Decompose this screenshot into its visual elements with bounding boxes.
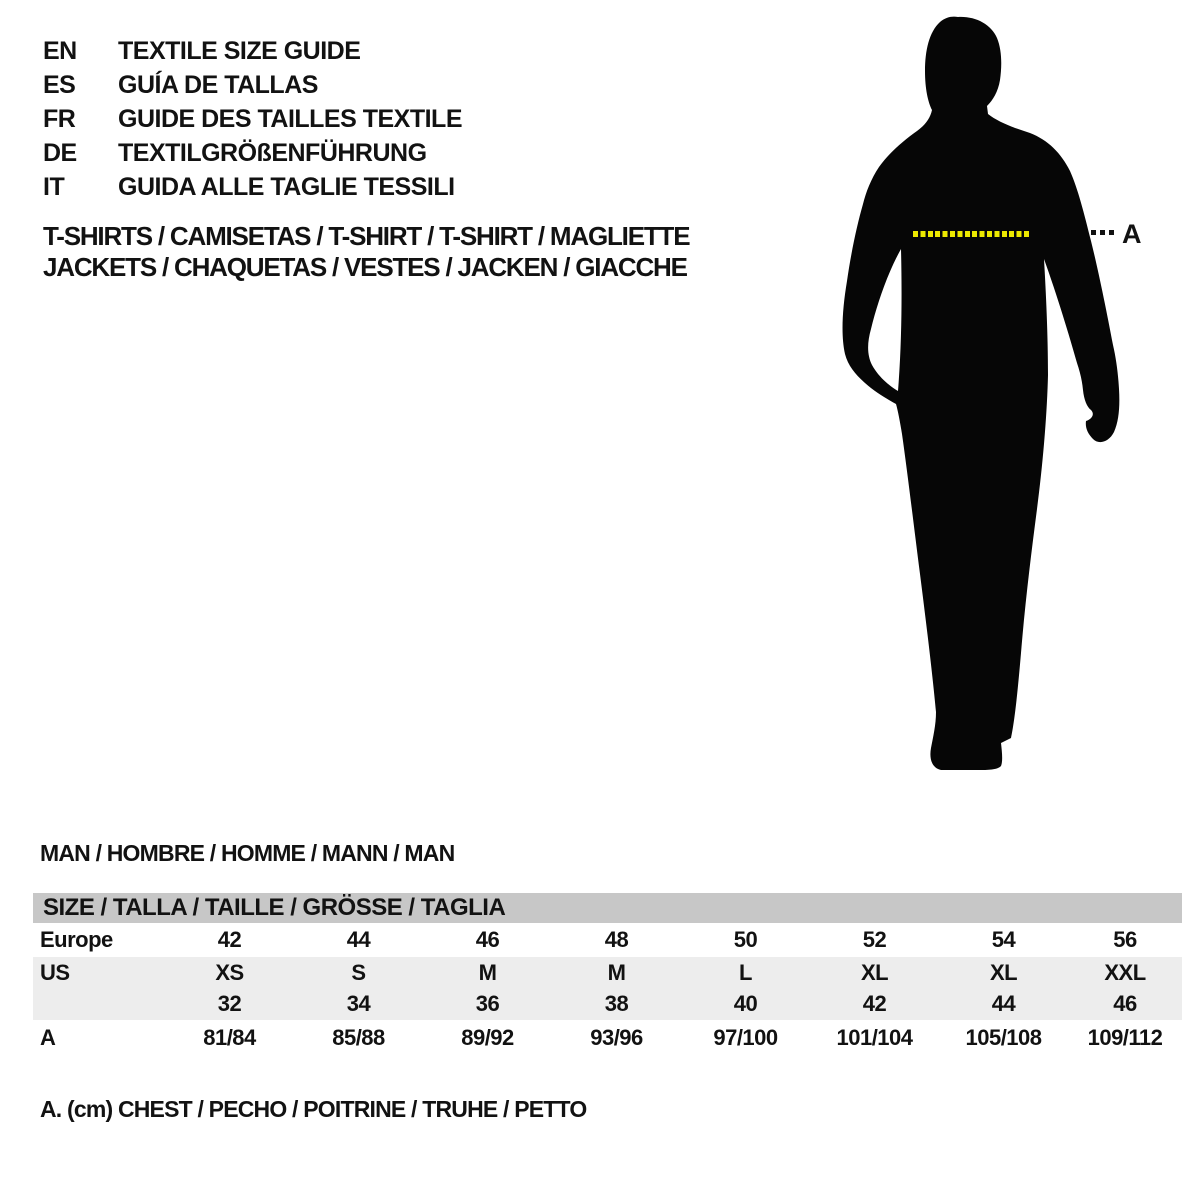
- size-cell: 48: [604, 927, 629, 952]
- table-row-chest-cm: [33, 1020, 1182, 1056]
- size-cell: 50: [733, 927, 758, 952]
- table-row-europe: [33, 923, 1182, 957]
- size-cell: 42: [862, 991, 887, 1016]
- measure-label-a: A: [1122, 219, 1141, 249]
- size-cell: 32: [217, 991, 242, 1016]
- language-title: TEXTILGRÖßENFÜHRUNG: [118, 139, 427, 167]
- language-title: GUIDE DES TAILLES TEXTILE: [118, 105, 463, 133]
- size-cell: 34: [346, 991, 371, 1016]
- size-cell: 97/100: [713, 1025, 778, 1050]
- size-table: [33, 893, 1182, 1056]
- language-title: GUÍA DE TALLAS: [118, 71, 318, 99]
- language-code: ES: [43, 71, 76, 99]
- section-title: MAN / HOMBRE / HOMME / MANN / MAN: [40, 840, 455, 866]
- size-cell: 42: [217, 927, 242, 952]
- language-title: GUIDA ALLE TAGLIE TESSILI: [118, 173, 455, 201]
- chest-measure-dotted-line: [913, 231, 1031, 237]
- language-title: TEXTILE SIZE GUIDE: [118, 37, 361, 65]
- size-cell: 46: [1113, 991, 1137, 1016]
- size-cell: 105/108: [965, 1025, 1042, 1050]
- row-label: Europe: [40, 927, 113, 952]
- size-cell: XS: [215, 959, 244, 985]
- size-cell: M: [478, 959, 497, 985]
- size-cell: 44: [346, 927, 371, 952]
- row-label: A: [40, 1025, 56, 1050]
- measurement-note: A. (cm) CHEST / PECHO / POITRINE / TRUHE / PETTO: [40, 1096, 587, 1122]
- size-cell: 36: [475, 991, 500, 1016]
- man-silhouette-path: [843, 17, 1120, 770]
- table-row-numeric: [33, 988, 1182, 1020]
- category-line-tshirts: T-SHIRTS / CAMISETAS / T-SHIRT / T-SHIRT / MAGLIETTE: [43, 221, 690, 251]
- size-cell: 109/112: [1087, 1025, 1163, 1050]
- size-cell: XL: [860, 959, 889, 985]
- size-cell: 89/92: [461, 1025, 514, 1050]
- size-cell: 101/104: [836, 1025, 913, 1050]
- size-cell: XXL: [1104, 959, 1146, 985]
- size-cell: 46: [475, 927, 500, 952]
- table-row-us: [33, 957, 1182, 988]
- language-code: DE: [43, 139, 77, 167]
- measure-callout-dashes: [1091, 230, 1118, 235]
- category-line-jackets: JACKETS / CHAQUETAS / VESTES / JACKEN / GIACCHE: [43, 252, 687, 282]
- size-cell: 38: [604, 991, 629, 1016]
- size-cell: 56: [1113, 927, 1137, 952]
- size-cell: 93/96: [590, 1025, 643, 1050]
- language-code: EN: [43, 37, 77, 65]
- size-cell: 52: [862, 927, 887, 952]
- size-cell: 40: [733, 991, 758, 1016]
- size-cell: XL: [989, 959, 1018, 985]
- row-label: US: [40, 959, 70, 985]
- language-code: IT: [43, 173, 65, 201]
- size-table-header: SIZE / TALLA / TAILLE / GRÖSSE / TAGLIA: [33, 893, 1182, 923]
- size-cell: S: [351, 959, 366, 985]
- size-cell: L: [739, 959, 752, 985]
- size-cell: 44: [991, 991, 1016, 1016]
- language-code: FR: [43, 105, 76, 133]
- size-cell: 54: [991, 927, 1016, 952]
- size-cell: 85/88: [332, 1025, 385, 1050]
- size-cell: M: [607, 959, 626, 985]
- size-cell: 81/84: [203, 1025, 256, 1050]
